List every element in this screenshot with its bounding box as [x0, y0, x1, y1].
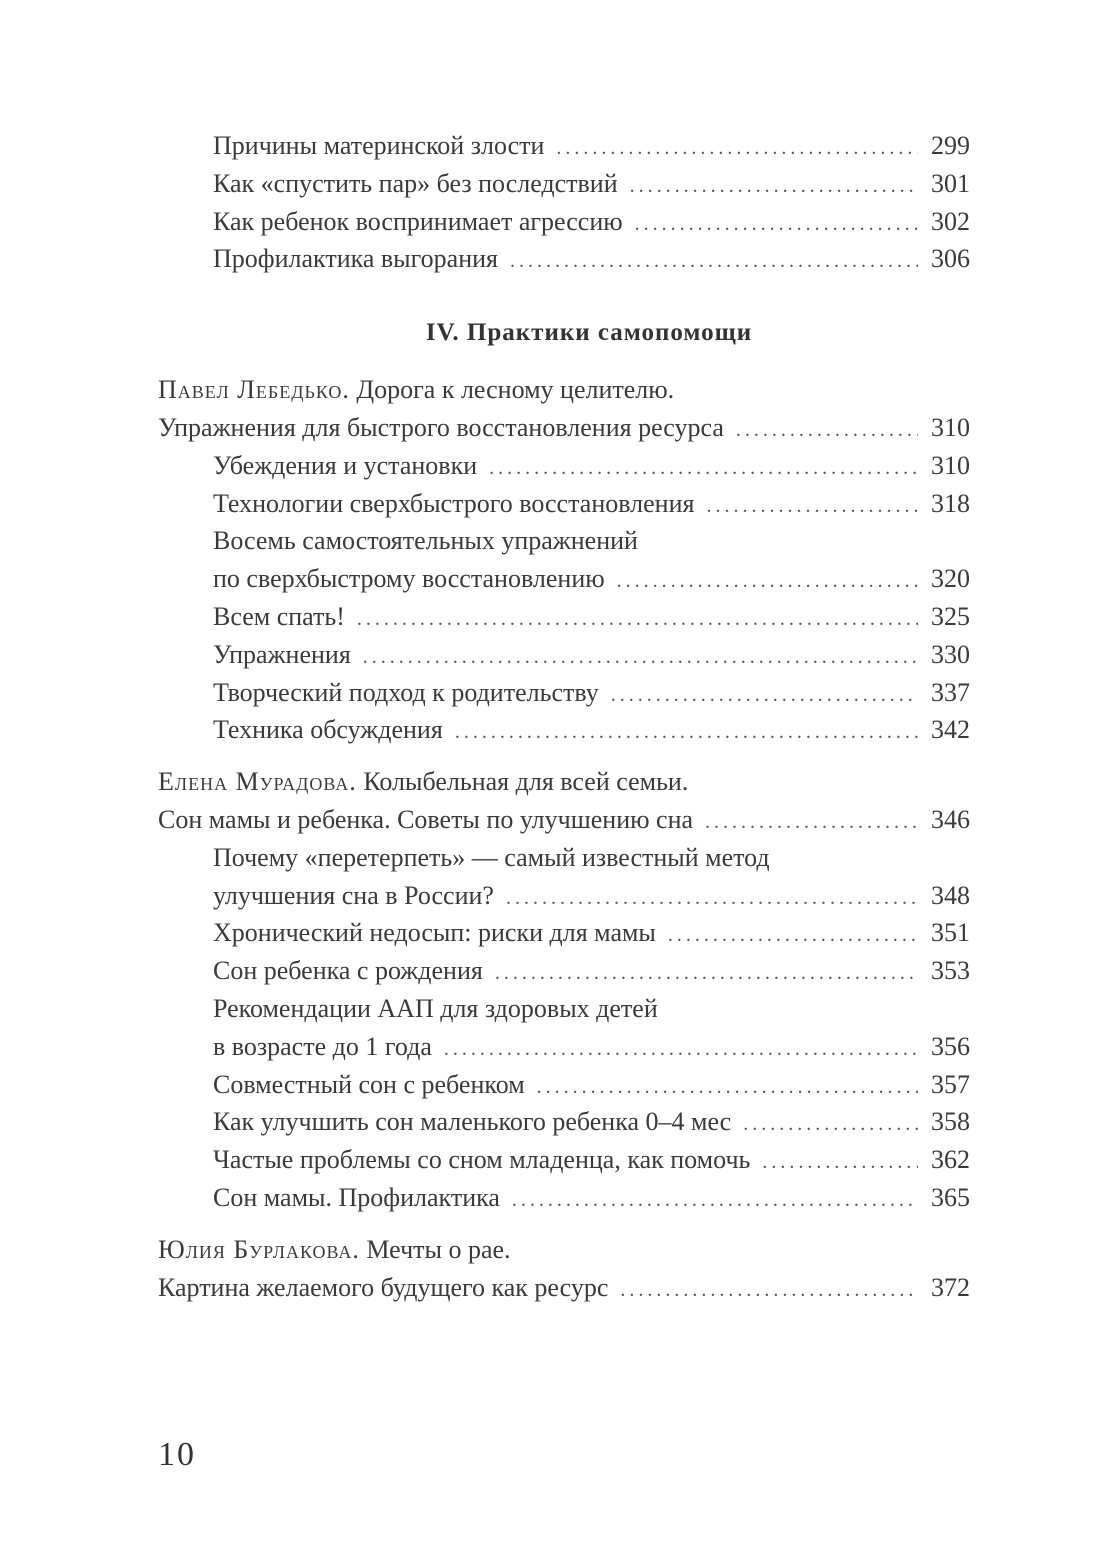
- toc-entry[interactable]: [158, 447, 970, 485]
- toc-entry[interactable]: [158, 127, 970, 165]
- toc-main-entry[interactable]: [158, 801, 970, 839]
- toc-entry-page: 302: [931, 206, 970, 236]
- toc-entry-title: Сон ребенка с рождения: [213, 956, 483, 986]
- toc-entry-page: 325: [931, 601, 970, 631]
- toc-entry-title: Как улучшить сон маленького ребенка 0–4 мес: [213, 1107, 732, 1137]
- toc-entry-page: 348: [931, 880, 970, 910]
- toc-main-entry[interactable]: [158, 1269, 970, 1307]
- toc-entry-title: Сон мамы. Профилактика: [213, 1182, 500, 1212]
- toc-entry-title: Сон мамы и ребенка. Советы по улучшению сна: [158, 804, 694, 834]
- dot-leader: [556, 130, 918, 168]
- toc-entry-title: Упражнения для быстрого восстановления ресурса: [158, 412, 724, 442]
- toc-entry-title: Технологии сверхбыстрого восстановления: [213, 488, 695, 518]
- toc-entry[interactable]: [158, 1066, 970, 1104]
- dot-leader: [506, 880, 918, 918]
- toc-entry-page: 320: [931, 564, 970, 594]
- toc-entry[interactable]: [158, 165, 970, 203]
- dot-leader: [743, 1106, 918, 1144]
- toc-entry-page: 362: [931, 1145, 970, 1175]
- toc-entry-title: Всем спать!: [213, 601, 345, 631]
- dot-leader: [363, 639, 918, 677]
- toc-entry[interactable]: [158, 598, 970, 636]
- toc-entry-page: 318: [931, 488, 970, 518]
- toc-entry-title: Хронический недосып: риски для мамы: [213, 918, 656, 948]
- toc-entry-title: Восемь самостоятельных упражнений: [213, 526, 638, 556]
- chapter-header: [158, 1231, 970, 1269]
- toc-entry-page: 310: [931, 450, 970, 480]
- chapter-author: Елена Мурадова.: [158, 767, 357, 797]
- toc-entry-title: Совместный сон с ребенком: [213, 1069, 525, 1099]
- dot-leader: [705, 804, 918, 842]
- toc-entry-title: Как ребенок воспринимает агрессию: [213, 206, 623, 236]
- chapter-author: Юлия Бурлакова.: [158, 1234, 360, 1264]
- toc-entry-title: Упражнения: [213, 639, 351, 669]
- toc-entry-title: Почему «перетерпеть» — самый известный метод: [213, 842, 770, 872]
- toc-entry[interactable]: [158, 485, 970, 523]
- toc-entry[interactable]: [158, 636, 970, 674]
- toc-entry-title-line1[interactable]: [158, 990, 970, 1028]
- toc-entry-page: 372: [931, 1272, 970, 1302]
- dot-leader: [706, 488, 918, 526]
- toc-entry[interactable]: [158, 240, 970, 278]
- dot-leader: [762, 1144, 918, 1182]
- table-of-contents: [158, 127, 970, 1306]
- toc-entry-title: Картина желаемого будущего как ресурс: [158, 1272, 609, 1302]
- dot-leader: [736, 412, 918, 450]
- toc-entry-title-line1[interactable]: [158, 839, 970, 877]
- toc-entry-page: 301: [931, 168, 970, 198]
- toc-entry-title: по сверхбыстрому восстановлению: [213, 564, 605, 594]
- dot-leader: [635, 206, 918, 244]
- chapter-title: Колыбельная для всей семьи.: [363, 767, 689, 797]
- page-number: 10: [158, 1436, 196, 1473]
- chapter-title: Мечты о рае.: [366, 1234, 511, 1264]
- toc-entry-page: 365: [931, 1182, 970, 1212]
- toc-entry-title-line1[interactable]: [158, 522, 970, 560]
- dot-leader: [512, 1182, 918, 1220]
- chapter-title: Дорога к лесному целителю.: [356, 375, 675, 405]
- toc-entry-title: Техника обсуждения: [213, 715, 443, 745]
- toc-entry-page: 356: [931, 1031, 970, 1061]
- toc-entry-title: Творческий подход к родительству: [213, 677, 599, 707]
- section-heading: IV. Практики самопомощи: [425, 319, 753, 347]
- dot-leader: [444, 1031, 918, 1069]
- toc-entry-page: 357: [931, 1069, 970, 1099]
- toc-entry-title: Как «спустить пар» без последствий: [213, 168, 618, 198]
- chapter-author: Павел Лебедько.: [158, 375, 350, 405]
- dot-leader: [357, 601, 918, 639]
- dot-leader: [630, 168, 918, 206]
- toc-entry-page: 337: [931, 677, 970, 707]
- dot-leader: [668, 917, 918, 955]
- toc-main-entry[interactable]: [158, 409, 970, 447]
- toc-entry-page: 358: [931, 1107, 970, 1137]
- toc-entry[interactable]: [158, 674, 970, 712]
- toc-entry-title: улучшения сна в России?: [213, 880, 494, 910]
- toc-entry-page: 353: [931, 956, 970, 986]
- toc-entry[interactable]: [158, 1179, 970, 1217]
- toc-entry-page: 351: [931, 918, 970, 948]
- toc-entry-page: 306: [931, 244, 970, 274]
- toc-entry-page: 330: [931, 639, 970, 669]
- dot-leader: [510, 243, 918, 281]
- toc-entry-title: Убеждения и установки: [213, 450, 478, 480]
- toc-entry[interactable]: [158, 952, 970, 990]
- chapter-header: [158, 371, 970, 409]
- dot-leader: [495, 955, 918, 993]
- toc-entry-title: в возрасте до 1 года: [213, 1031, 432, 1061]
- toc-entry[interactable]: [158, 914, 970, 952]
- toc-entry-title: Причины материнской злости: [213, 131, 545, 160]
- chapter-header: [158, 763, 970, 801]
- dot-leader: [617, 563, 918, 601]
- toc-entry[interactable]: [158, 711, 970, 749]
- toc-entry-page: 310: [931, 412, 970, 442]
- toc-entry[interactable]: [158, 1103, 970, 1141]
- toc-entry-title: Частые проблемы со сном младенца, как помочь: [213, 1145, 751, 1175]
- toc-entry[interactable]: [158, 1028, 970, 1066]
- toc-entry[interactable]: [158, 203, 970, 241]
- toc-entry-page: 346: [931, 804, 970, 834]
- toc-entry-page: 299: [931, 131, 970, 160]
- dot-leader: [489, 450, 918, 488]
- dot-leader: [455, 714, 918, 752]
- toc-entry-title: Рекомендации ААП для здоровых детей: [213, 993, 658, 1023]
- dot-leader: [537, 1069, 918, 1107]
- toc-entry-title: Профилактика выгорания: [213, 244, 498, 274]
- toc-entry-page: 342: [931, 715, 970, 745]
- toc-entry[interactable]: [158, 877, 970, 915]
- toc-entry[interactable]: [158, 1141, 970, 1179]
- toc-entry[interactable]: [158, 560, 970, 598]
- dot-leader: [611, 677, 918, 715]
- dot-leader: [620, 1272, 918, 1310]
